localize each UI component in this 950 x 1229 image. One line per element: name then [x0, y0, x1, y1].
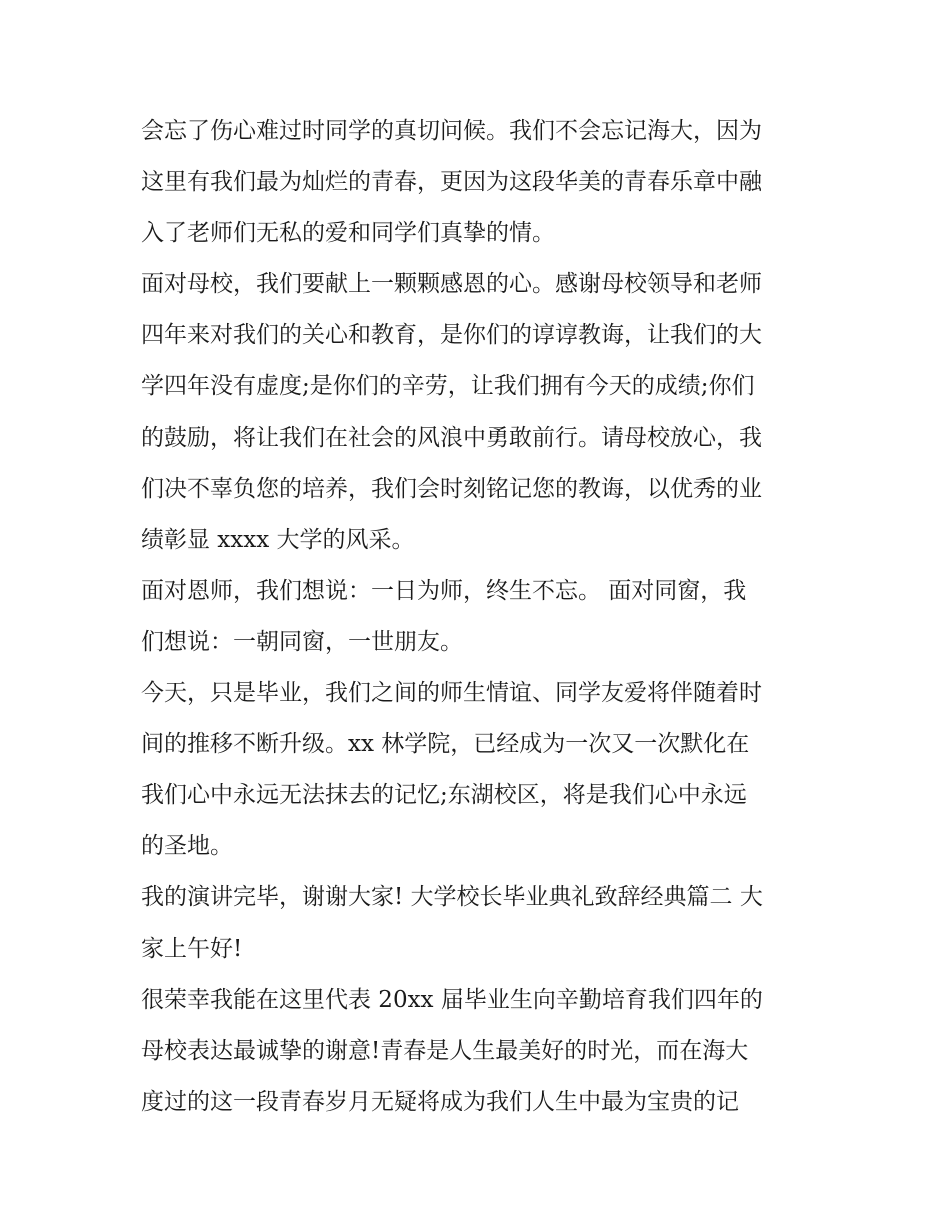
text-line: 的鼓励，将让我们在社会的风浪中勇敢前行。请母校放心，我 — [141, 424, 762, 451]
text-line: 很荣幸我能在这里代表 20xx 届毕业生向辛勤培育我们四年的 — [141, 986, 763, 1013]
text-line: 家上午好! — [141, 935, 243, 962]
text-line: 四年来对我们的关心和教育，是你们的谆谆教诲，让我们的大 — [141, 322, 762, 349]
text-line: 母校表达最诚挚的谢意!青春是人生最美好的时光，而在海大 — [141, 1037, 749, 1064]
text-line: 今天，只是毕业，我们之间的师生情谊、同学友爱将伴随着时 — [141, 680, 762, 707]
text-line: 学四年没有虚度;是你们的辛劳，让我们拥有今天的成绩;你们 — [141, 373, 755, 400]
text-line: 面对恩师，我们想说：一日为师，终生不忘。 面对同窗，我 — [141, 577, 747, 604]
text-line: 入了老师们无私的爱和同学们真挚的情。 — [141, 220, 555, 247]
text-line: 度过的这一段青春岁月无疑将成为我们人生中最为宝贵的记 — [141, 1088, 739, 1115]
text-line: 的圣地。 — [141, 833, 233, 860]
text-line: 间的推移不断升级。xx 林学院，已经成为一次又一次默化在 — [141, 731, 750, 758]
text-line: 们想说：一朝同窗，一世朋友。 — [141, 628, 463, 655]
text-line: 面对母校，我们要献上一颗颗感恩的心。感谢母校领导和老师 — [141, 271, 762, 298]
body-text — [141, 106, 821, 1128]
text-line: 会忘了伤心难过时同学的真切问候。我们不会忘记海大，因为 — [141, 118, 762, 144]
text-line: 们决不辜负您的培养，我们会时刻铭记您的教诲，以优秀的业 — [141, 475, 762, 502]
text-line: 我们心中永远无法抹去的记忆;东湖校区，将是我们心中永远 — [141, 782, 747, 809]
text-line: 绩彰显 xxxx 大学的风采。 — [141, 526, 415, 553]
text-line: 这里有我们最为灿烂的青春，更因为这段华美的青春乐章中融 — [141, 169, 762, 196]
text-line: 我的演讲完毕，谢谢大家! 大学校长毕业典礼致辞经典篇二 大 — [141, 884, 763, 911]
